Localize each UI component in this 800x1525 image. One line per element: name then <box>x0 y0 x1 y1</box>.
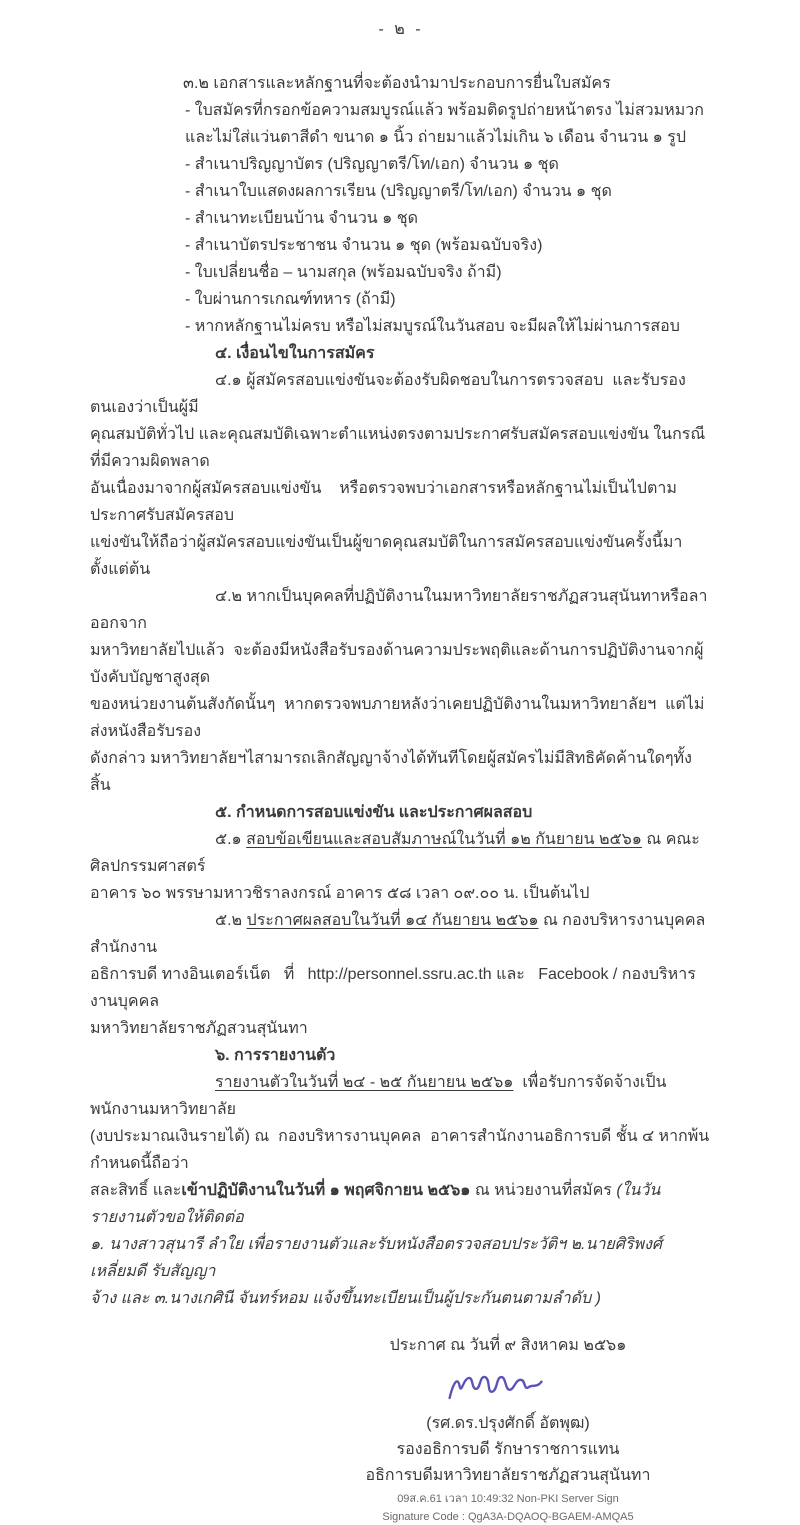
text-line <box>90 313 712 340</box>
document-body <box>90 70 712 1312</box>
text-segment: ๓.๒ เอกสารและหลักฐานที่จะต้องนำมาประกอบการยื่นใบสมัคร <box>183 75 611 92</box>
text-segment: ประกาศผลสอบในวันที่ ๑๔ กันยายน ๒๕๖๑ <box>246 912 539 929</box>
text-line <box>90 583 712 637</box>
text-line <box>90 259 712 286</box>
text-segment: ๔.๒ หากเป็นบุคคลที่ปฏิบัติงานในมหาวิทยาลัยราชภัฏสวนสุนันทาหรือลาออกจาก <box>90 588 708 632</box>
text-line <box>90 1042 712 1069</box>
text-line <box>90 529 712 583</box>
signature-timestamp: 09ส.ค.61 เวลา 10:49:32 Non-PKI Server Sign <box>397 1493 619 1505</box>
text-line <box>90 880 712 907</box>
text-segment: เข้าปฏิบัติงานในวันที่ ๑ พฤศจิกายน ๒๕๖๑ <box>181 1182 471 1199</box>
text-segment: แข่งขันให้ถือว่าผู้สมัครสอบแข่งขันเป็นผู้ขาดคุณสมบัติในการสมัครสอบแข่งขันครั้งนี้มาตั้งแต่ต้น <box>90 534 683 578</box>
text-line <box>90 1015 712 1042</box>
text-segment: ๔. เงื่อนไขในการสมัคร <box>215 345 375 362</box>
text-segment: อาคาร ๖๐ พรรษามหาวชิราลงกรณ์ อาคาร ๕๘ เวลา ๐๙.๐๐ น. เป็นต้นไป <box>90 885 590 902</box>
text-segment: ของหน่วยงานต้นสังกัดนั้นๆ หากตรวจพบภายหลังว่าเคยปฏิบัติงานในมหาวิทยาลัยฯ แต่ไม่ส่งหนังสือรับรอง <box>90 696 705 740</box>
text-segment: - ใบเปลี่ยนชื่อ – นามสกุล (พร้อมฉบับจริง ถ้ามี) <box>185 264 502 281</box>
text-segment: ๖. การรายงานตัว <box>215 1047 336 1064</box>
text-line <box>90 745 712 799</box>
text-segment: - ใบผ่านการเกณฑ์ทหาร (ถ้ามี) <box>185 291 396 308</box>
text-line <box>90 826 712 880</box>
text-segment: - สำเนาบัตรประชาชน จำนวน ๑ ชุด (พร้อมฉบับจริง) <box>185 237 543 254</box>
text-line <box>90 907 712 961</box>
text-segment: สอบข้อเขียนและสอบสัมภาษณ์ในวันที่ ๑๒ กันยายน ๒๕๖๑ <box>246 831 642 848</box>
text-segment: มหาวิทยาลัยไปแล้ว จะต้องมีหนังสือรับรองด้านความประพฤติและด้านการปฏิบัติงานจากผู้บังคับบัญชาสูงสุด <box>90 642 704 686</box>
text-line <box>90 205 712 232</box>
text-segment: ณ กองบริหารงานบุคคล สำนักงาน <box>90 912 710 956</box>
text-line <box>90 1231 712 1285</box>
text-segment: ๑. นางสาวสุนารี ลำใย เพื่อรายงานตัวและรับหนังสือตรวจสอบประวัติฯ ๒.นายศิริพงศ์ เหลี่ยมดี รับสัญญา <box>90 1236 667 1280</box>
text-line <box>90 232 712 259</box>
text-segment: อันเนื่องมาจากผู้สมัครสอบแข่งขัน หรือตรวจพบว่าเอกสารหรือหลักฐานไม่เป็นไปตามประกาศรับสมัครสอบ <box>90 480 677 524</box>
text-line <box>90 367 712 421</box>
text-line <box>90 1123 712 1177</box>
text-line <box>90 97 712 124</box>
signature-stroke <box>450 1377 542 1398</box>
text-line <box>90 475 712 529</box>
text-segment: ณ หน่วยงานที่สมัคร <box>470 1182 617 1199</box>
announcement-date-line: ประกาศ ณ วันที่ ๙ สิงหาคม ๒๕๖๑ <box>389 1337 627 1354</box>
text-segment: ดังกล่าว มหาวิทยาลัยฯไสามารถเลิกสัญญาจ้างได้ทันทีโดยผู้สมัครไม่มีสิทธิคัดค้านใดๆทั้งสิ้น <box>90 750 692 794</box>
text-segment: ๕.๑ <box>215 831 247 848</box>
text-segment: และไม่ใส่แว่นตาสีดำ ขนาด ๑ นิ้ว ถ่ายมาแล้วไม่เกิน ๖ เดือน จำนวน ๑ รูป <box>185 129 687 146</box>
text-segment: - สำเนาใบแสดงผลการเรียน (ปริญญาตรี/โท/เอก) จำนวน ๑ ชุด <box>185 183 612 200</box>
text-segment: ๔.๑ ผู้สมัครสอบแข่งขันจะต้องรับผิดชอบในการตรวจสอบ และรับรองตนเองว่าเป็นผู้มี <box>90 372 686 416</box>
text-segment: (งบประมาณเงินรายได้) ณ กองบริหารงานบุคคล อาคารสำนักงานอธิการบดี ชั้น ๔ หากพ้นกำหนดนี้ถือว่า <box>90 1128 710 1172</box>
text-line <box>90 691 712 745</box>
text-line <box>90 151 712 178</box>
text-segment: รายงานตัวในวันที่ ๒๔ - ๒๕ กันยายน ๒๕๖๑ <box>215 1074 514 1091</box>
text-segment: มหาวิทยาลัยราชภัฏสวนสุนันทา <box>90 1020 308 1037</box>
text-segment: - สำเนาทะเบียนบ้าน จำนวน ๑ ชุด <box>185 210 419 227</box>
text-segment: สละสิทธิ์ และ <box>90 1182 182 1199</box>
text-line <box>90 1177 712 1231</box>
text-segment: เพื่อรับการจัดจ้างเป็นพนักงานมหาวิทยาลัย <box>90 1074 667 1118</box>
text-segment: (ในวันรายงานตัวขอให้ติดต่อ <box>90 1182 661 1226</box>
signer-title-1: รองอธิการบดี รักษาราชการแทน <box>396 1441 620 1458</box>
text-segment: ๕. กำหนดการสอบแข่งขัน และประกาศผลสอบ <box>215 804 533 821</box>
text-line <box>90 1285 712 1312</box>
signer-name: (รศ.ดร.ปรุงศักดิ์ อัตพุฒ) <box>426 1415 590 1432</box>
text-segment: จ้าง และ ๓.นางเกศินี จันทร์หอม แจ้งขึ้นทะเบียนเป็นผู้ประกันตนตามลำดับ ) <box>90 1290 601 1307</box>
page-number: - ๒ - <box>378 21 424 38</box>
text-line <box>90 637 712 691</box>
text-line <box>90 340 712 367</box>
text-segment: คุณสมบัติทั่วไป และคุณสมบัติเฉพาะตำแหน่งตรงตามประกาศรับสมัครสอบแข่งขัน ในกรณีที่มีความผิดพลาด <box>90 426 706 470</box>
text-line <box>90 70 712 97</box>
text-segment: ๕.๒ <box>215 912 247 929</box>
text-segment: - ใบสมัครที่กรอกข้อความสมบูรณ์แล้ว พร้อมติดรูปถ่ายหน้าตรง ไม่สวมหมวก <box>185 102 704 119</box>
text-segment: - หากหลักฐานไม่ครบ หรือไม่สมบูรณ์ในวันสอบ จะมีผลให้ไม่ผ่านการสอบ <box>185 318 680 335</box>
text-segment: ณ คณะศิลปกรรมศาสตร์ <box>90 831 700 875</box>
text-segment: อธิการบดี ทางอินเตอร์เน็ต ที่ http://personnel.ssru.ac.th และ Facebook / กองบริหารงานบุคคล <box>90 966 696 1010</box>
text-line <box>90 1069 712 1123</box>
handwritten-signature <box>446 1367 546 1409</box>
signature-code: Signature Code : QgA3A-DQAOQ-BGAEM-AMQA5 <box>382 1511 634 1523</box>
text-segment: - สำเนาปริญญาบัตร (ปริญญาตรี/โท/เอก) จำนวน ๑ ชุด <box>185 156 559 173</box>
text-line <box>90 961 712 1015</box>
text-line <box>90 286 712 313</box>
text-line <box>90 421 712 475</box>
text-line <box>90 178 712 205</box>
text-line <box>90 124 712 151</box>
signature-block <box>318 1332 698 1525</box>
signer-title-2: อธิการบดีมหาวิทยาลัยราชภัฏสวนสุนันทา <box>365 1467 651 1484</box>
text-line <box>90 799 712 826</box>
